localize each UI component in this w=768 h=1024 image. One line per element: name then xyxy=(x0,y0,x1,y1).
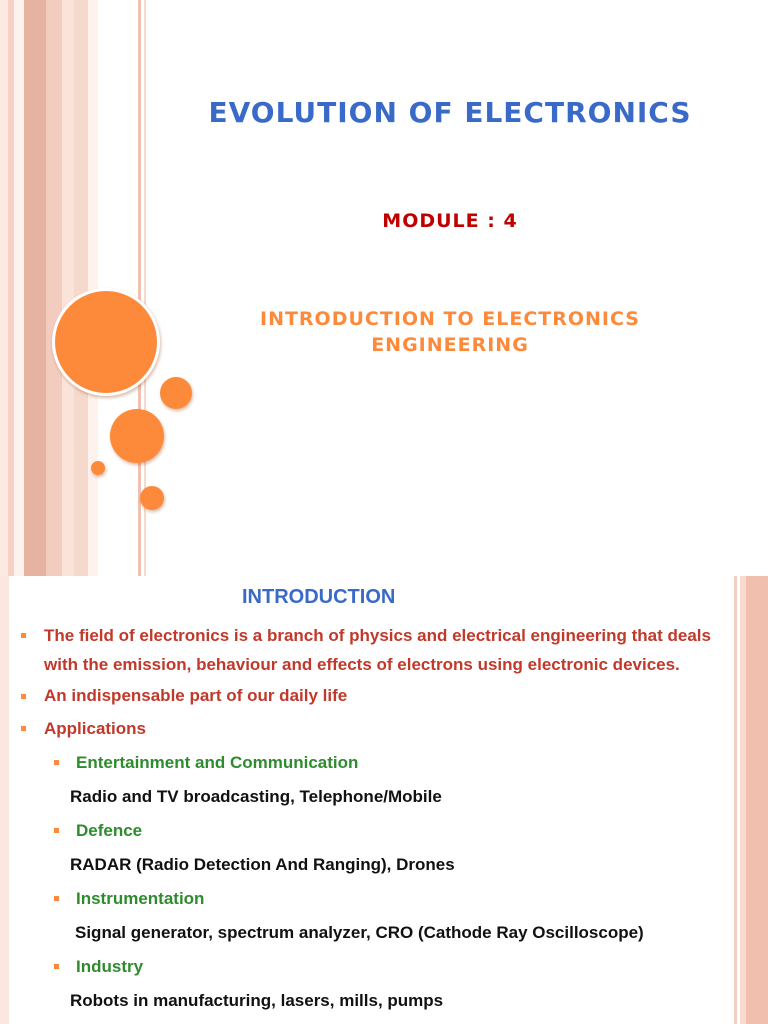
content-slide xyxy=(0,576,768,1024)
decor-circle xyxy=(110,409,164,463)
decor-stripe xyxy=(14,0,24,576)
decor-stripe xyxy=(0,0,8,576)
subtitle-line: INTRODUCTION TO ELECTRONICS xyxy=(260,308,640,330)
application-detail: Signal generator, spectrum analyzer, CRO (Cathode Ray Oscilloscope) xyxy=(75,923,644,942)
bullet-icon xyxy=(21,633,26,638)
bullet-icon xyxy=(21,726,26,731)
application-heading: Instrumentation xyxy=(76,889,205,908)
subtitle-line: ENGINEERING xyxy=(371,334,529,356)
slide-subtitle xyxy=(200,306,700,358)
section-title: INTRODUCTION xyxy=(242,586,396,608)
decor-circle xyxy=(160,377,192,409)
decor-stripe xyxy=(746,576,768,1024)
decor-circle xyxy=(140,486,164,510)
application-heading: Industry xyxy=(76,957,144,976)
bullet-text: with the emission, behaviour and effects of electrons using electronic devices. xyxy=(44,655,680,674)
application-detail: Robots in manufacturing, lasers, mills, pumps xyxy=(70,991,444,1010)
decor-stripe xyxy=(46,0,62,576)
bullet-icon xyxy=(54,828,59,833)
decor-stripe xyxy=(24,0,46,576)
bullet-icon xyxy=(54,896,59,901)
application-detail: Radio and TV broadcasting, Telephone/Mobile xyxy=(70,787,442,806)
decor-stripe xyxy=(138,0,141,576)
slide-title: EVOLUTION OF ELECTRONICS xyxy=(208,96,692,129)
bullet-text: Applications xyxy=(44,719,147,738)
decor-stripe xyxy=(734,576,737,1024)
bullet-icon xyxy=(54,760,59,765)
bullet-icon xyxy=(54,964,59,969)
decor-circle-large xyxy=(52,288,160,396)
decor-circle xyxy=(91,461,105,475)
decor-stripe xyxy=(0,576,9,1024)
application-detail: RADAR (Radio Detection And Ranging), Drones xyxy=(70,855,455,874)
application-heading: Defence xyxy=(76,821,143,840)
application-heading: Entertainment and Communication xyxy=(76,753,359,772)
module-label: MODULE : 4 xyxy=(382,210,518,232)
bullet-text: An indispensable part of our daily life xyxy=(44,686,348,705)
decor-stripe xyxy=(62,0,74,576)
bullet-icon xyxy=(21,694,26,699)
decor-stripe xyxy=(74,0,88,576)
bullet-text: The field of electronics is a branch of physics and electrical engineering that deals xyxy=(44,626,711,645)
